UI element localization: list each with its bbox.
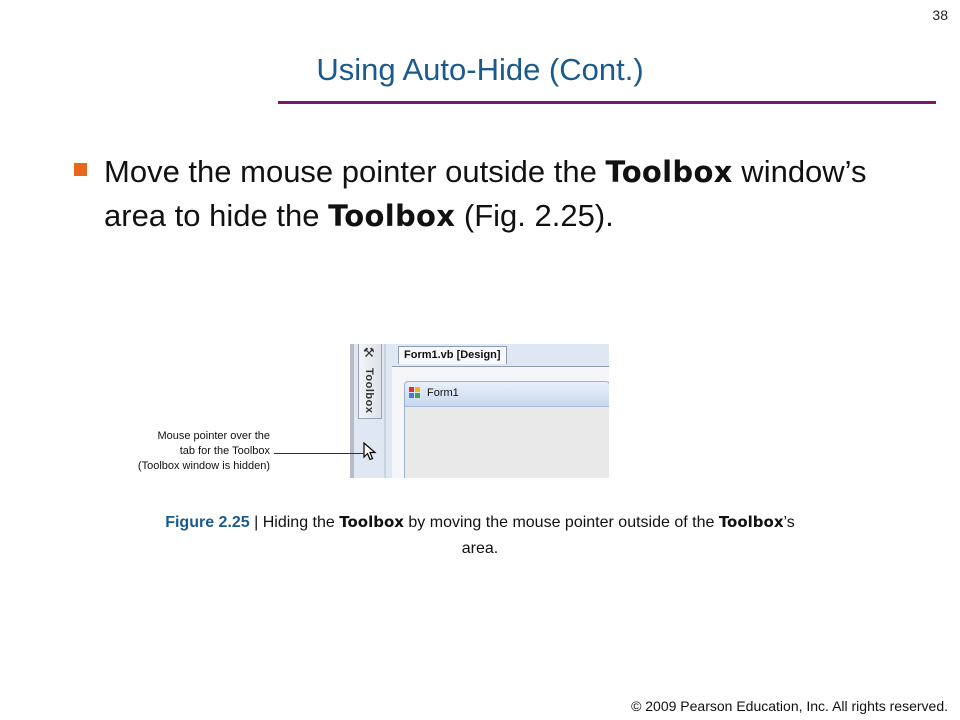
bullet-term-1: Toolbox <box>605 155 733 189</box>
design-area <box>392 366 609 478</box>
caption-separator: | <box>249 514 263 531</box>
copyright-notice: © 2009 Pearson Education, Inc. All rights reserved. <box>631 698 948 714</box>
form-window[interactable] <box>404 381 609 478</box>
page-number: 38 <box>932 7 948 23</box>
mouse-cursor-icon <box>363 442 377 462</box>
bullet-text <box>104 150 922 238</box>
bullet-marker <box>74 163 87 176</box>
figure-caption <box>150 509 810 562</box>
callout-line-3: (Toolbox window is hidden) <box>137 460 270 472</box>
ide-screenshot <box>350 344 609 478</box>
document-tab[interactable]: Form1.vb [Design] <box>398 346 507 364</box>
caption-text-3: ’s area. <box>461 514 795 557</box>
caption-label: Figure 2.25 <box>165 514 250 531</box>
bullet-text-2: window’s area to hide the <box>104 154 867 233</box>
toolbox-separator <box>384 344 386 478</box>
caption-term-2: Toolbox <box>718 513 784 531</box>
caption-text-1: Hiding the <box>262 514 340 531</box>
bullet-text-1: Move the mouse pointer outside the <box>104 154 606 189</box>
caption-term-1: Toolbox <box>339 513 404 531</box>
callout-text <box>100 429 270 474</box>
bullet-term-2: Toolbox <box>328 199 456 233</box>
form-title: Form1 <box>427 387 459 399</box>
slide-title: Using Auto-Hide (Cont.) <box>316 52 644 87</box>
callout-leader-line <box>274 453 364 454</box>
callout-line-2: tab for the Toolbox <box>179 445 270 457</box>
caption-text-2: by moving the mouse pointer outside of the <box>403 514 719 531</box>
title-divider <box>278 101 936 104</box>
toolbox-tab-label: Toolbox <box>363 368 375 414</box>
toolbox-tab[interactable] <box>358 344 382 419</box>
form-icon <box>409 387 421 399</box>
screenshot-left-edge <box>350 344 354 478</box>
form-titlebar <box>405 382 609 407</box>
bullet-text-3: (Fig. 2.25). <box>455 198 614 233</box>
callout-line-1: Mouse pointer over the <box>157 430 270 442</box>
toolbox-icon: ⚒ <box>363 345 375 360</box>
bullet-item <box>62 150 922 238</box>
